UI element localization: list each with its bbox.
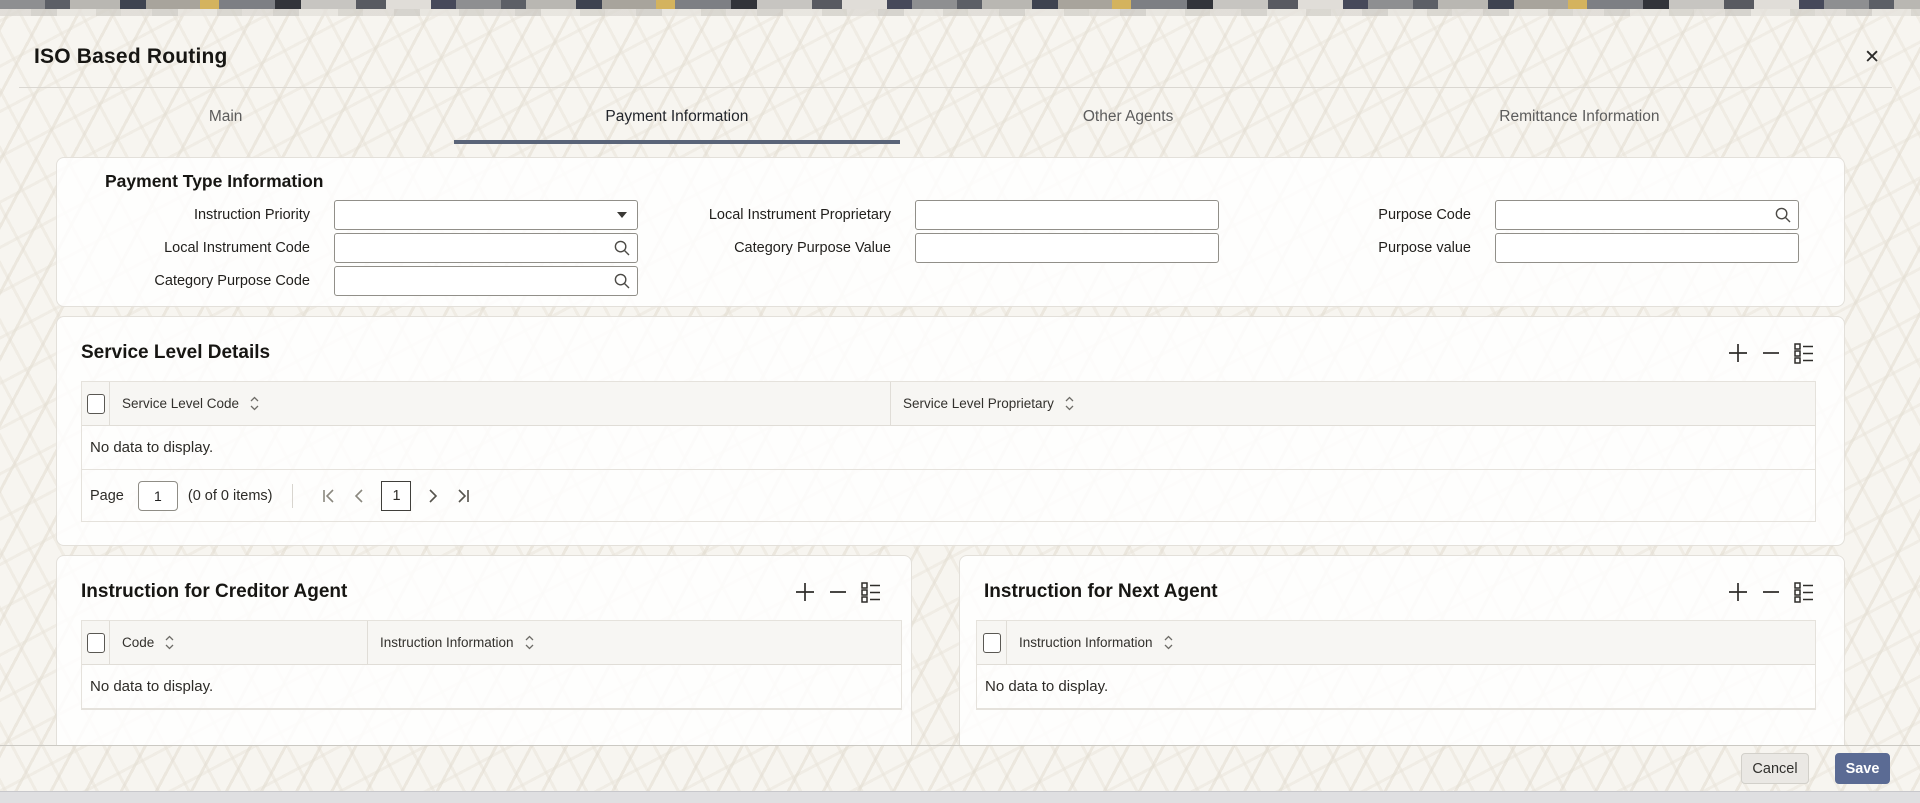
purpose-code-label: Purpose Code: [1378, 207, 1471, 223]
payment-type-fields: [57, 200, 1844, 296]
top-banner-strip: [0, 0, 1920, 9]
payment-type-heading: Payment Type Information: [105, 171, 324, 191]
search-icon[interactable]: [613, 272, 631, 290]
select-all-checkbox[interactable]: [87, 394, 105, 414]
items-count-text: (0 of 0 items): [187, 487, 273, 504]
current-page-button[interactable]: 1: [381, 481, 411, 511]
column-header-service-level-code[interactable]: [110, 382, 891, 425]
local-instrument-code-field[interactable]: [334, 233, 638, 263]
no-data-row: No data to display.: [82, 665, 901, 709]
search-icon[interactable]: [1774, 206, 1792, 224]
pagination-separator: [292, 484, 293, 508]
previous-page-icon: [353, 489, 365, 503]
field-row: [638, 233, 1219, 263]
add-row-button[interactable]: [1726, 580, 1750, 604]
top-banner-strip-2: [0, 9, 1920, 16]
sort-icon: [1064, 396, 1075, 411]
field-column-3: [1219, 200, 1799, 296]
creditor-agent-table: [81, 620, 902, 710]
detail-view-button[interactable]: [859, 581, 883, 603]
category-purpose-code-label: Category Purpose Code: [154, 273, 310, 289]
header-checkbox-cell: [82, 621, 110, 664]
select-all-checkbox[interactable]: [87, 633, 105, 653]
detail-view-button[interactable]: [1792, 581, 1816, 603]
first-page-button[interactable]: [321, 489, 337, 503]
field-column-1: [57, 200, 638, 296]
bottom-strip: [0, 791, 1920, 803]
next-agent-toolbar: [1726, 580, 1816, 604]
remove-row-button[interactable]: [828, 580, 848, 604]
page-label: Page: [90, 487, 124, 504]
tab-remittance-information[interactable]: Remittance Information: [1499, 108, 1660, 125]
instruction-for-creditor-agent-card: [56, 555, 912, 746]
instruction-priority-input[interactable]: [334, 200, 638, 230]
plus-icon: [1726, 580, 1750, 604]
creditor-agent-heading: Instruction for Creditor Agent: [81, 581, 348, 602]
sort-icon: [1163, 635, 1174, 650]
service-level-pagination: [82, 470, 1815, 521]
page-title: ISO Based Routing: [34, 45, 228, 68]
minus-icon: [828, 580, 848, 604]
next-agent-table: [976, 620, 1816, 710]
header-checkbox-cell: [977, 621, 1007, 664]
field-row: [1219, 233, 1799, 263]
purpose-code-field[interactable]: [1495, 200, 1799, 230]
select-all-checkbox[interactable]: [983, 633, 1001, 653]
minus-icon: [1761, 341, 1781, 365]
search-icon[interactable]: [613, 239, 631, 257]
next-agent-table-header: [977, 621, 1815, 665]
sort-icon: [164, 635, 175, 650]
service-level-toolbar: [1726, 341, 1816, 365]
next-page-button[interactable]: [427, 489, 439, 503]
last-page-button[interactable]: [455, 489, 471, 503]
service-level-heading: Service Level Details: [81, 342, 271, 363]
local-instrument-proprietary-field[interactable]: [915, 200, 1219, 230]
tab-bar: [0, 90, 1805, 144]
column-header-service-level-proprietary[interactable]: [891, 382, 1815, 425]
add-row-button[interactable]: [793, 580, 817, 604]
add-row-button[interactable]: [1726, 341, 1750, 365]
column-label: Service Level Code: [122, 396, 240, 411]
purpose-value-input[interactable]: [1495, 233, 1799, 263]
page-number-input[interactable]: [138, 481, 178, 511]
no-data-row: No data to display.: [82, 426, 1815, 470]
service-level-header: [57, 317, 1844, 365]
service-level-table: [81, 381, 1816, 522]
remove-row-button[interactable]: [1761, 580, 1781, 604]
footer-bar: [0, 745, 1920, 791]
creditor-agent-table-header: [82, 621, 901, 665]
field-row: [57, 266, 638, 296]
instruction-for-next-agent-card: [959, 555, 1845, 746]
next-agent-header: [960, 556, 1844, 604]
list-detail-icon: [859, 581, 883, 603]
instruction-priority-label: Instruction Priority: [193, 207, 310, 223]
field-column-2: [638, 200, 1219, 296]
last-page-icon: [455, 489, 471, 503]
column-label: Code: [122, 635, 155, 650]
field-row: [1219, 200, 1799, 230]
first-page-icon: [321, 489, 337, 503]
save-button[interactable]: Save: [1835, 753, 1890, 784]
column-header-code[interactable]: [110, 621, 368, 664]
previous-page-button[interactable]: [353, 489, 365, 503]
creditor-agent-header: [57, 556, 911, 604]
list-detail-icon: [1792, 342, 1816, 364]
purpose-value-field[interactable]: [1495, 233, 1799, 263]
category-purpose-value-label: Category Purpose Value: [734, 240, 891, 256]
payment-type-information-card: [56, 157, 1845, 307]
tab-other-agents[interactable]: Other Agents: [1082, 108, 1174, 125]
sort-icon: [524, 635, 535, 650]
column-label: Instruction Information: [380, 635, 514, 650]
remove-row-button[interactable]: [1761, 341, 1781, 365]
creditor-agent-toolbar: [793, 580, 883, 604]
minus-icon: [1761, 580, 1781, 604]
header-checkbox-cell: [82, 382, 110, 425]
next-agent-heading: Instruction for Next Agent: [984, 581, 1218, 602]
local-instrument-code-input[interactable]: [334, 233, 638, 263]
instruction-priority-dropdown[interactable]: [334, 200, 638, 230]
cancel-button[interactable]: Cancel: [1741, 753, 1809, 784]
category-purpose-value-field[interactable]: [915, 233, 1219, 263]
local-instrument-proprietary-label: Local Instrument Proprietary: [708, 207, 891, 223]
list-detail-icon: [1792, 581, 1816, 603]
category-purpose-value-input[interactable]: [915, 233, 1219, 263]
category-purpose-code-field[interactable]: [334, 266, 638, 296]
detail-view-button[interactable]: [1792, 342, 1816, 364]
local-instrument-code-label: Local Instrument Code: [164, 240, 310, 256]
no-data-row: No data to display.: [977, 665, 1815, 709]
close-icon[interactable]: ✕: [1864, 46, 1880, 68]
purpose-value-label: Purpose value: [1378, 240, 1471, 256]
tab-payment-information[interactable]: Payment Information: [451, 90, 902, 144]
column-header-instruction-information[interactable]: [368, 621, 901, 664]
column-label: Service Level Proprietary: [903, 396, 1054, 411]
purpose-code-input[interactable]: [1495, 200, 1799, 230]
tab-main[interactable]: Main: [208, 108, 243, 125]
local-instrument-proprietary-input[interactable]: [915, 200, 1219, 230]
field-row: [638, 200, 1219, 230]
dialog-header: [34, 40, 1880, 74]
sort-icon: [249, 396, 260, 411]
service-level-details-card: [56, 316, 1845, 546]
column-label: Instruction Information: [1019, 635, 1153, 650]
column-header-instruction-information[interactable]: [1007, 621, 1815, 664]
service-level-table-header: [82, 382, 1815, 426]
field-row: [57, 233, 638, 263]
title-divider: [19, 87, 1892, 88]
next-page-icon: [427, 489, 439, 503]
category-purpose-code-input[interactable]: [334, 266, 638, 296]
field-row: [57, 200, 638, 230]
chevron-down-icon: [617, 212, 627, 218]
plus-icon: [793, 580, 817, 604]
plus-icon: [1726, 341, 1750, 365]
